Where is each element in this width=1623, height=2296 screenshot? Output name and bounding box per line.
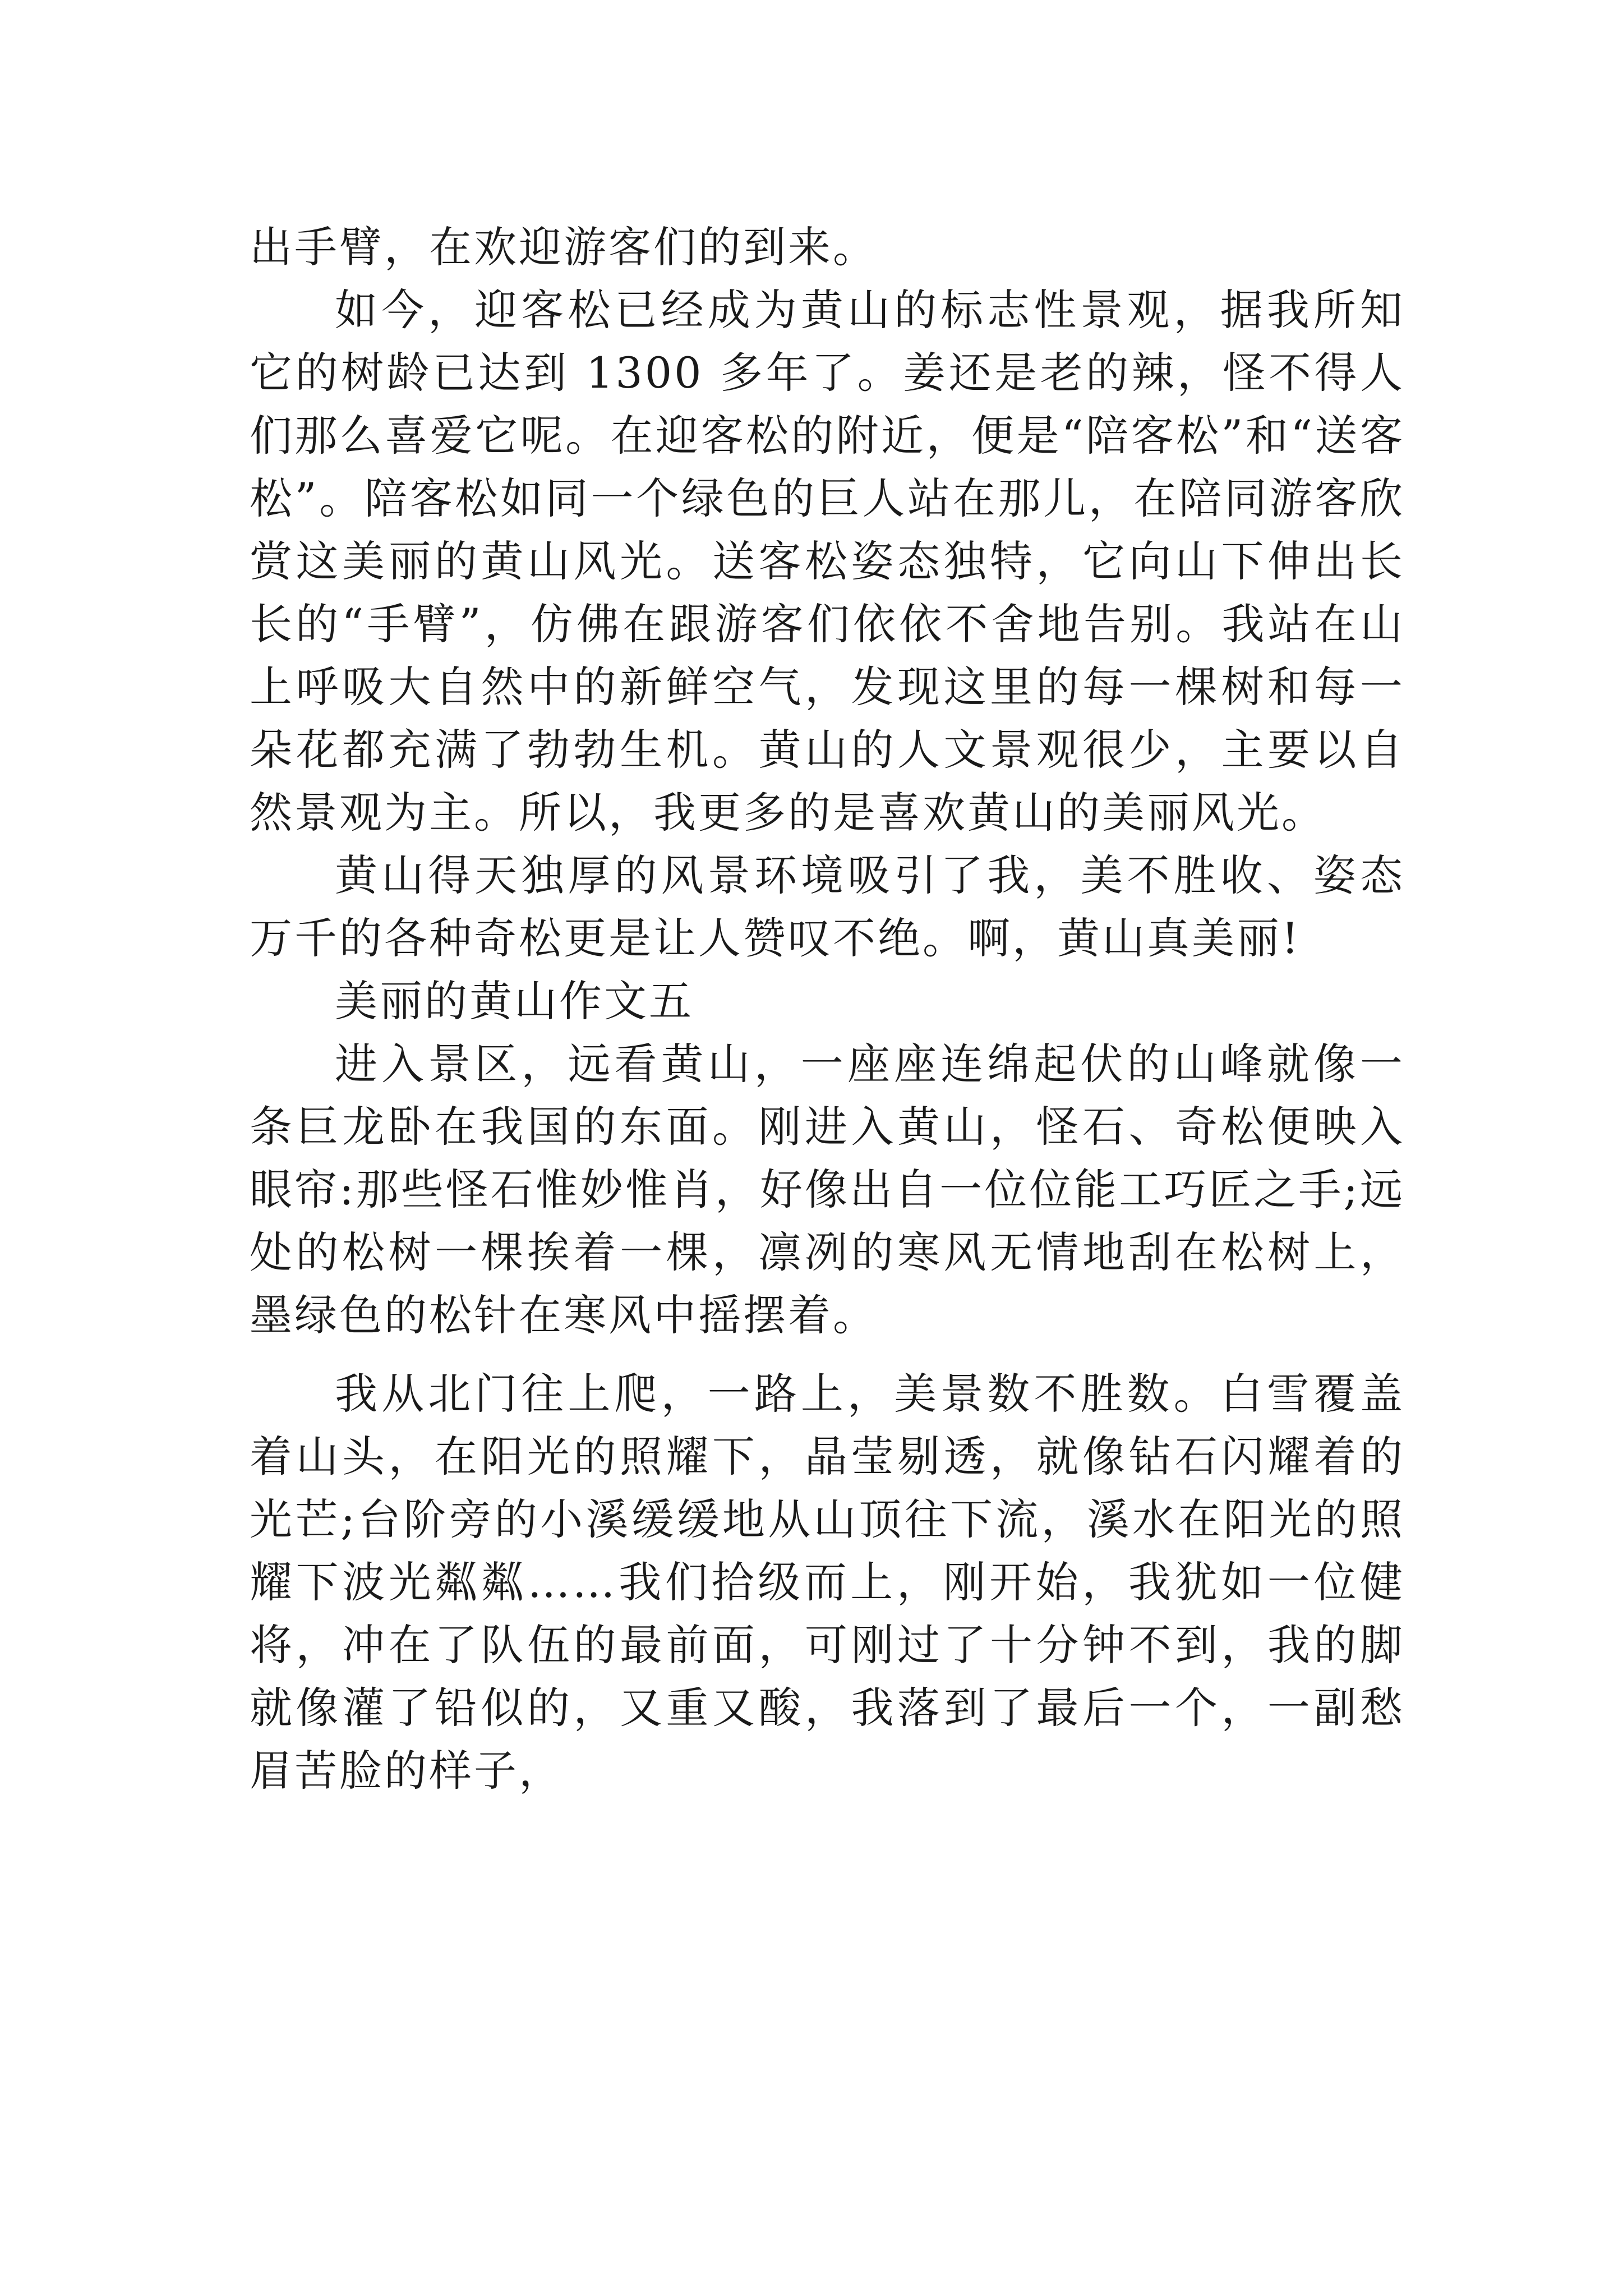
paragraph-continued: 出手臂，在欢迎游客们的到来。 — [250, 222, 878, 272]
paragraph-entering-scenic-area: 进入景区，远看黄山，一座座连绵起伏的山峰就像一条巨龙卧在我国的东面。刚进入黄山，怪石、奇松便映入眼帘:那些怪石惟妙惟肖，好像出自一位位能工巧匠之手;远处的松树一棵挨着一棵，凛冽的寒风无情地刮在松树上，墨绿色的松针在寒风中摇摆着。 — [250, 1039, 1405, 1340]
essay-title: 美丽的黄山作文五 — [335, 976, 694, 1026]
document-body — [250, 216, 1405, 1802]
paragraph-conclusion: 黄山得天独厚的风景环境吸引了我，美不胜收、姿态万千的各种奇松更是让人赞叹不绝。啊，黄山真美丽! — [250, 850, 1405, 963]
paragraph-welcoming-pine: 如今，迎客松已经成为黄山的标志性景观，据我所知它的树龄已达到 1300 多年了。姜还是老的辣，怪不得人们那么喜爱它呢。在迎客松的附近，便是“陪客松”和“送客松”。陪客松如同一个绿色的巨人站在那儿，在陪同游客欣赏这美丽的黄山风光。送客松姿态独特，它向山下伸出长长的“手臂”，仿佛在跟游客们依依不舍地告别。我站在山上呼吸大自然中的新鲜空气，发现这里的每一棵树和每一朵花都充满了勃勃生机。黄山的人文景观很少，主要以自然景观为主。所以，我更多的是喜欢黄山的美丽风光。 — [250, 285, 1405, 838]
paragraph-climbing: 我从北门往上爬，一路上，美景数不胜数。白雪覆盖着山头，在阳光的照耀下，晶莹剔透，就像钻石闪耀着的光芒;台阶旁的小溪缓缓地从山顶往下流，溪水在阳光的照耀下波光粼粼……我们拾级而上，刚开始，我犹如一位健将，冲在了队伍的最前面，可刚过了十分钟不到，我的脚就像灌了铅似的，又重又酸，我落到了最后一个，一副愁眉苦脸的样子， — [250, 1369, 1405, 1796]
